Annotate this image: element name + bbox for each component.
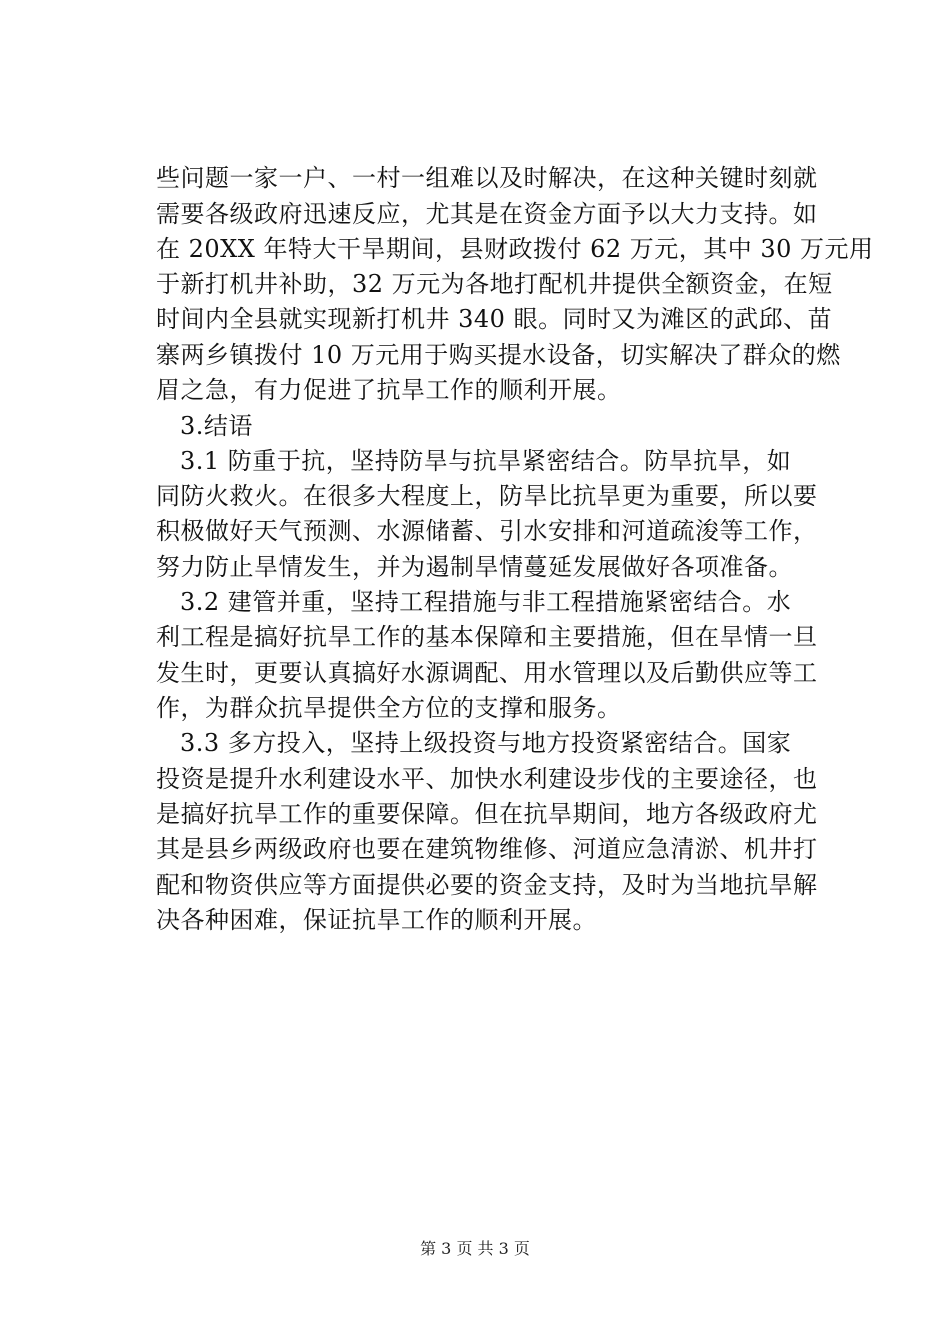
body-line: 决各种困难，保证抗旱工作的顺利开展。 xyxy=(156,906,597,934)
page-number-footer: 第 3 页 共 3 页 xyxy=(420,1239,530,1258)
body-line: 同防火救火。在很多大程度上，防旱比抗旱更为重要，所以要 xyxy=(156,482,818,510)
paragraph-first-line: 3.3 多方投入，坚持上级投资与地方投资紧密结合。国家 xyxy=(180,729,792,757)
paragraph-first-line: 3.2 建管并重，坚持工程措施与非工程措施紧密结合。水 xyxy=(180,588,792,616)
section-heading: 3.结语 xyxy=(180,412,253,440)
body-line: 时间内全县就实现新打机井 340 眼。同时又为滩区的武邱、苗 xyxy=(156,305,833,333)
paragraph-first-line: 3.1 防重于抗，坚持防旱与抗旱紧密结合。防旱抗旱，如 xyxy=(180,447,792,475)
body-line: 于新打机井补助，32 万元为各地打配机井提供全额资金，在短 xyxy=(156,270,833,298)
body-line: 积极做好天气预测、水源储蓄、引水安排和河道疏浚等工作， xyxy=(156,517,818,545)
body-line: 些问题一家一户、一村一组难以及时解决，在这种关键时刻就 xyxy=(156,164,818,192)
body-line: 作，为群众抗旱提供全方位的支撑和服务。 xyxy=(156,694,622,722)
body-line: 配和物资供应等方面提供必要的资金支持，及时为当地抗旱解 xyxy=(156,871,818,899)
body-line: 其是县乡两级政府也要在建筑物维修、河道应急清淤、机井打 xyxy=(156,835,818,863)
body-line: 努力防止旱情发生，并为遏制旱情蔓延发展做好各项准备。 xyxy=(156,553,793,581)
body-line: 利工程是搞好抗旱工作的基本保障和主要措施，但在旱情一旦 xyxy=(156,623,818,651)
body-line: 是搞好抗旱工作的重要保障。但在抗旱期间，地方各级政府尤 xyxy=(156,800,818,828)
body-line: 在 20XX 年特大干旱期间，县财政拨付 62 万元，其中 30 万元用 xyxy=(156,235,874,263)
body-line: 寨两乡镇拨付 10 万元用于购买提水设备，切实解决了群众的燃 xyxy=(156,341,841,369)
body-line: 投资是提升水利建设水平、加快水利建设步伐的主要途径，也 xyxy=(156,765,818,793)
body-line: 发生时，更要认真搞好水源调配、用水管理以及后勤供应等工 xyxy=(156,659,818,687)
body-line: 眉之急，有力促进了抗旱工作的顺利开展。 xyxy=(156,376,622,404)
body-line: 需要各级政府迅速反应，尤其是在资金方面予以大力支持。如 xyxy=(156,200,818,228)
